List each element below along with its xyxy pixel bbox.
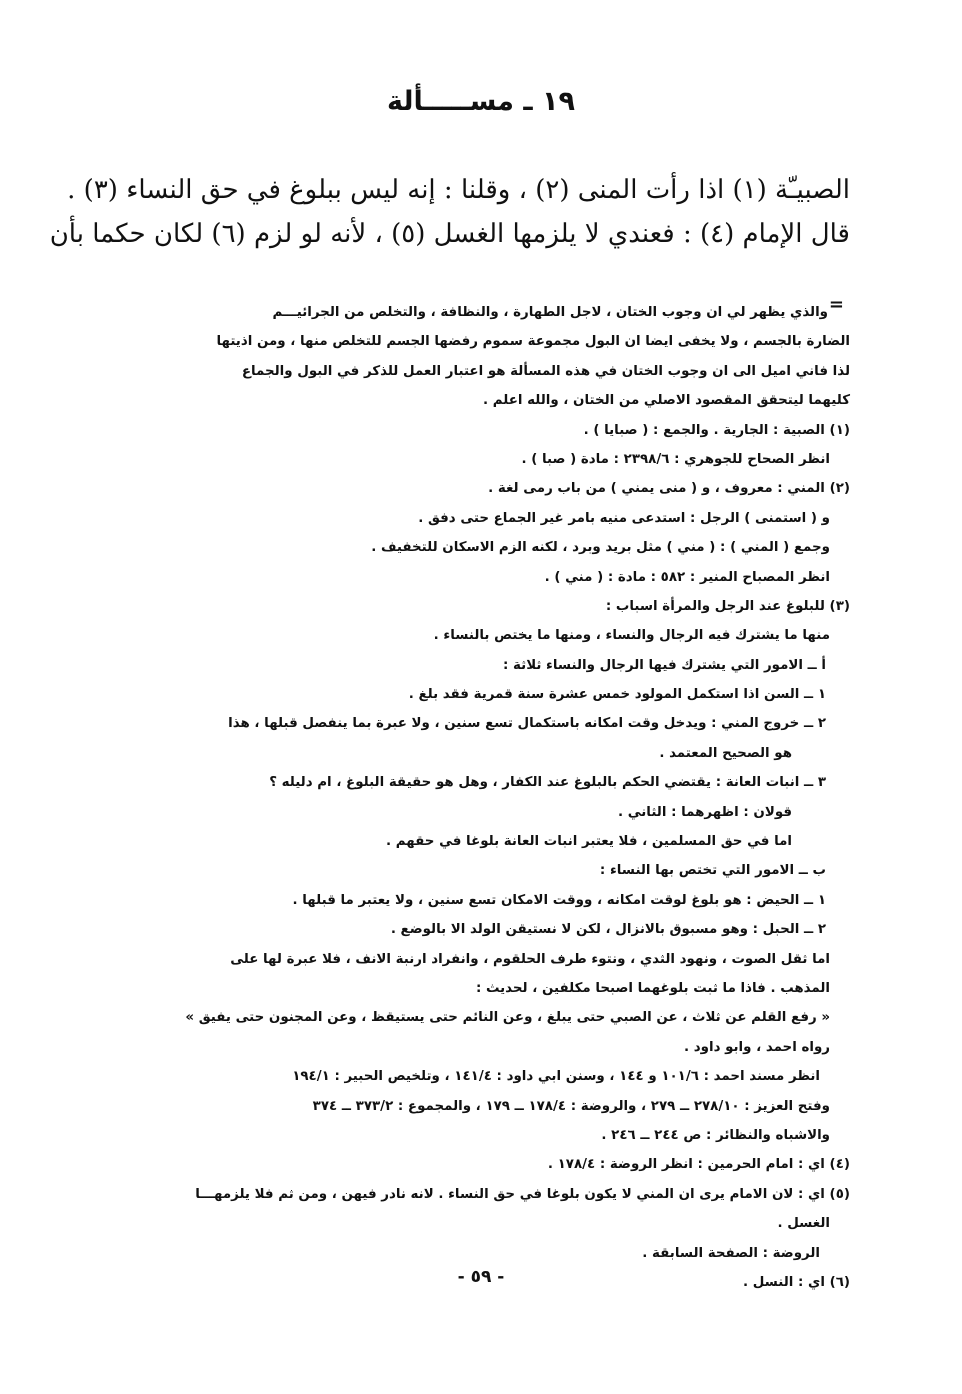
footnote-line: انظر مسند احمد : ١٠١/٦ و ١٤٤ ، وسنن ابي داود : ١٤١/٤ ، وتلخيص الحبير : ١٩٤/١ — [292, 1069, 820, 1085]
page-number: - ٥٩ - — [457, 1267, 505, 1287]
footnote-line: اما في حق المسلمين ، فلا يعتبر انبات العانة بلوغا في حقهم . — [386, 834, 792, 850]
footnote-line: و ( استمنى ) الرجل : استدعى منيه بامر غير الجماع حتى دفق . — [418, 510, 830, 526]
footnote-line: اما ثقل الصوت ، ونهود الثدي ، ونتوء طرف الحلقوم ، وانفراد ارنبة الانف ، فلا عبرة لها على — [230, 951, 830, 967]
footnote-line: رواه احمد ، وابو داود . — [684, 1039, 830, 1055]
footnote-line: (٦) اي : النسل . — [742, 1274, 850, 1290]
footnote-line: المذهب . فاذا ما ثبت بلوغهما اصبحا مكلفين ، لحديث : — [475, 980, 830, 996]
footnote-line: انظر الصحاح للجوهري : ٢٣٩٨/٦ : مادة ( صبا ) . — [521, 451, 830, 467]
issue-heading: ١٩ ـ مســـــألة — [387, 86, 575, 117]
footnote-line: (٥) اي : لان الامام يرى ان المني لا يكون بلوغا في حق النساء . لانه نادر فيهن ، ومن ثم فلا يلزمهـــا — [195, 1186, 850, 1202]
footnote-line: الضارة بالجسم ، ولا يخفى ايضا ان البول مجموعة سموم رفضها الجسم للتخلص منها ، ومن اذيتها — [216, 334, 850, 350]
footnote-line: كليهما ليتحقق المقصود الاصلي من الختان ، والله اعلم . — [483, 393, 850, 409]
main-text-line: قال الإمام (٤) : فعندي لا يلزمها الغسل (٥) ، لأنه لو لزم (٦) لكان حكما بأن — [49, 219, 850, 249]
main-text-line: الصبيـّة (١) اذا رأت المنى (٢) ، وقلنا : إنه ليس ببلوغ في حق النساء (٣) . — [67, 175, 850, 205]
footnote-line: الغسل . — [777, 1216, 830, 1232]
footnote-line: ٢ ــ خروج المني : ويدخل وقت امكانه باستكمال تسع سنين ، ولا عبرة بما ينفصل قبلها ، هذا — [228, 716, 826, 732]
footnote-line: ٣ ــ انبات العانة : يقتضي الحكم بالبلوغ عند الكفار ، وهل هو حقيقة البلوغ ، ام دليله ؟ — [269, 775, 826, 791]
footnote-line: هو الصحيح المعتمد . — [659, 745, 792, 761]
footnote-line: قولان : اظهرهما : الثاني . — [617, 804, 792, 820]
footnote-line: وجمع ( المني ) : ( مني ) مثل بريد وبرد ، لكنه الزم الاسكان للتخفيف . — [371, 540, 830, 556]
footnote-line: ١ ــ السن اذا استكمل المولود خمس عشرة سنة قمرية فقد بلغ . — [408, 687, 826, 703]
footnote-line: « رفع القلم عن ثلاث ، عن الصبي حتى يبلغ ، وعن النائم حتى يستيقظ ، وعن المجنون حتى يفيق » — [185, 1010, 830, 1026]
main-text — [49, 168, 850, 256]
footnote-line: ٢ ــ الحبل : وهو مسبوق بالانزال ، لكن لا نستيقن الولد الا بالوضع . — [390, 922, 826, 938]
footnote-line: والذي يظهر لي ان وجوب الختان ، لاجل الطهارة ، والنظافة ، والتخلص من الجرائيـــم — [272, 305, 828, 320]
footnote-line: (١) الصبية : الجارية . والجمع : ( صبايا ) . — [583, 422, 850, 438]
footnote-line: أ ــ الامور التي يشترك فيها الرجال والنساء ثلاثة : — [503, 657, 826, 673]
footnote-line: (٤) اي : امام الحرمين : انظر الروضة : ١٧٨/٤ . — [547, 1157, 850, 1173]
footnote-line: انظر المصباح المنير : ٥٨٢ : مادة : ( مني ) . — [544, 569, 830, 585]
footnote-line: وفتح العزيز : ٢٧٨/١٠ ــ ٢٧٩ ، والروضة : ١٧٨/٤ ــ ١٧٩ ، والمجموع : ٣٧٣/٢ ــ ٣٧٤ — [312, 1098, 830, 1114]
footnote-line: الروضة : الصفحة السابقة . — [642, 1245, 820, 1261]
footnote-line: والاشباه والنظائر : ص ٢٤٤ ــ ٢٤٦ . — [601, 1127, 830, 1143]
footnote-line: (٢) المني : معروف ، و ( منى يمني ) من باب رمى لغة . — [488, 481, 850, 497]
footnote-line: منها ما يشترك فيه الرجال والنساء ، ومنها ما يختص بالنساء . — [433, 628, 830, 644]
footnote-line: ١ ــ الحيض : هو بلوغ لوقت امكانه ، ووقت الامكان تسع سنين ، ولا يعتبر ما قبلها . — [292, 892, 826, 908]
footnotes — [115, 298, 850, 1297]
footnote-line: ب ــ الامور التي تختص بها النساء : — [599, 863, 826, 879]
continuation-mark: = — [828, 294, 844, 315]
footnote-line: لذا فاني اميل الى ان وجوب الختان في هذه المسألة هو اعتبار العمل للذكر في البول والجماع — [241, 363, 850, 379]
footnote-line: (٣) للبلوغ عند الرجل والمرأة اسباب : — [605, 598, 850, 614]
